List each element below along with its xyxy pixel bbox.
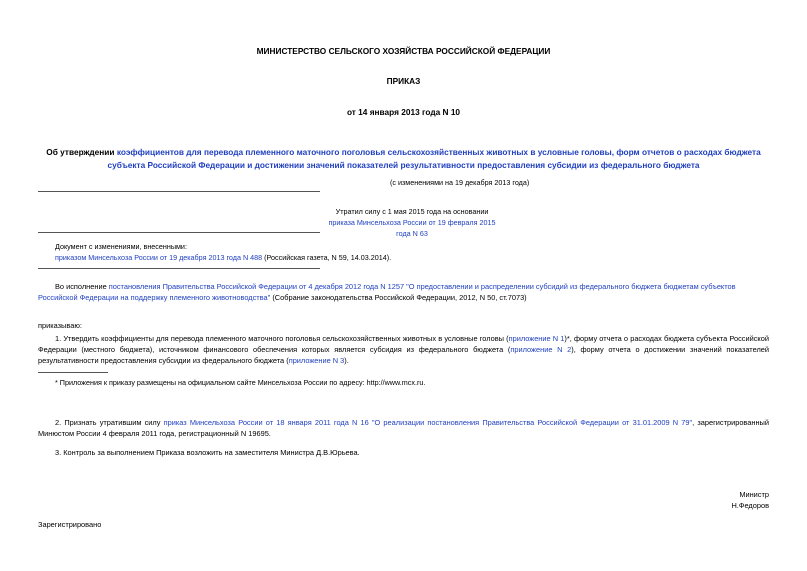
signature-block: [731, 489, 769, 511]
void-notice-text: Утратил силу с 1 мая 2015 года на основании: [335, 207, 489, 216]
signature-name: Н.Федоров: [731, 501, 769, 510]
changes-box-link[interactable]: приказом Минсельхоза России от 19 декабря 2013 года N 488: [55, 253, 263, 262]
changes-box-label: Документ с изменениями, внесенными:: [55, 242, 187, 251]
doc-type: ПРИКАЗ: [386, 76, 421, 86]
appendix-1-link[interactable]: приложение N 1: [508, 334, 565, 343]
appendix-2-link[interactable]: приложение N 2: [510, 345, 572, 354]
item1-text: )*, форму отчета о расходах бюджета субъекта Российской Федерации (местного бюджета), источником финансового обеспечения которых является субсидия из федерального бюджета (: [38, 334, 769, 354]
footnote: * Приложения к приказу размещены на официальном сайте Минсельхоза России по адресу: http://www.mcx.ru.: [55, 378, 426, 387]
preamble: [38, 281, 769, 303]
amended-note: (с изменениями на 19 декабря 2013 года): [390, 178, 530, 187]
changes-box-tail: (Российская газета, N 59, 14.03.2014).: [262, 253, 392, 262]
item1-text: ), форму отчета о достижении значений показателей результативности предоставления субсидии из федерального бюджета (: [38, 345, 770, 365]
title-link[interactable]: коэффициентов для перевода племенного маточного поголовья сельскохозяйственных животных в условные головы, форм отчетов о расходах бюджета субъекта Российской Федерации и достижении значений показателей результативности предоставления субсидии из федерального бюджета: [107, 147, 761, 170]
divider: [38, 268, 320, 269]
signature-position: Министр: [739, 490, 769, 499]
order-word: приказываю:: [38, 321, 82, 330]
order-item-1: [38, 333, 769, 366]
void-notice-link[interactable]: приказа Минсельхоза России от 19 февраля 2015 года N 63: [328, 218, 496, 238]
preamble-link[interactable]: постановления Правительства Российской Федерации от 4 декабря 2012 года N 1257 "О предоставлении и распределении субсидий из федерального бюджета бюджетам субъектов Российской Федерации на поддержку племенного животноводства": [38, 282, 736, 302]
item2-text: , зарегистрированный Минюстом России 4 февраля 2011 года, регистрационный N 19695.: [38, 418, 769, 438]
item2-text: 2. Признать утратившим силу: [55, 418, 164, 427]
appendix-3-link[interactable]: приложение N 3: [288, 356, 345, 365]
item1-text: ).: [344, 356, 349, 365]
preamble-tail: (Собрание законодательства Российской Федерации, 2012, N 50, ст.7073): [270, 293, 527, 302]
repealed-order-link[interactable]: приказ Минсельхоза России от 18 января 2011 года N 16 "О реализации постановления Правительства Российской Федерации от 31.01.2009 N 79": [163, 418, 693, 427]
changes-box: [55, 241, 391, 263]
document-title: [38, 146, 769, 172]
title-prefix: Об утверждении: [46, 147, 117, 157]
footnote-divider: [38, 372, 108, 373]
registered-label: Зарегистрировано: [38, 520, 102, 529]
item1-text: 1. Утвердить коэффициенты для перевода племенного маточного поголовья сельскохозяйственных животных в условные головы (: [55, 334, 509, 343]
order-item-2: [38, 417, 769, 439]
void-notice: [322, 206, 502, 239]
divider: [38, 232, 320, 233]
order-item-3: 3. Контроль за выполнением Приказа возложить на заместителя Министра Д.В.Юрьева.: [55, 448, 360, 457]
preamble-prefix: Во исполнение: [55, 282, 109, 291]
doc-date: от 14 января 2013 года N 10: [346, 107, 461, 117]
ministry-name: МИНИСТЕРСТВО СЕЛЬСКОГО ХОЗЯЙСТВА РОССИЙСКОЙ ФЕДЕРАЦИИ: [256, 46, 551, 56]
divider: [38, 191, 320, 192]
